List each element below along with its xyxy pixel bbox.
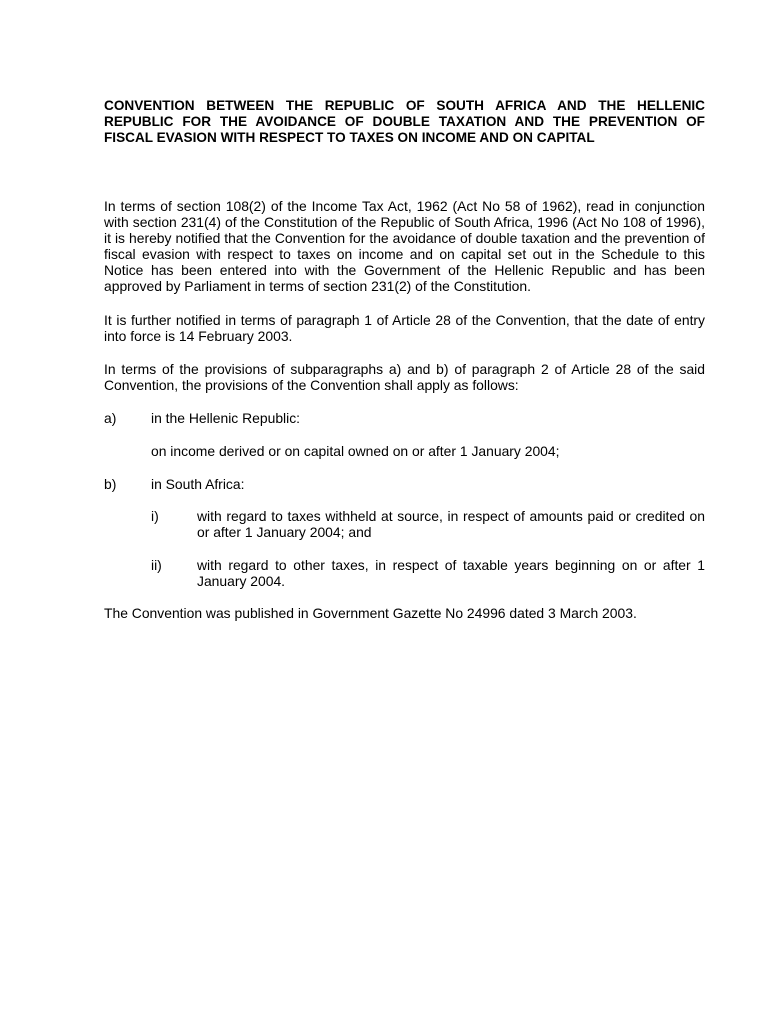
item-a-label: a) bbox=[104, 410, 117, 426]
item-b-sub-i-label: i) bbox=[151, 508, 159, 524]
paragraph-application: In terms of the provisions of subparagraphs a) and b) of paragraph 2 of Article 28 of the said Convention, the provisions of the Convention shall apply as follows: bbox=[104, 361, 705, 394]
item-b-sub-ii-text: with regard to other taxes, in respect of taxable years beginning on or after 1 January 2004. bbox=[197, 557, 705, 590]
item-b-sub-ii-label: ii) bbox=[151, 557, 162, 573]
paragraph-notice: In terms of section 108(2) of the Income Tax Act, 1962 (Act No 58 of 1962), read in conjunction with section 231(4) of the Constitution of the Republic of South Africa, 1996 (Act No 108 of 1996), it is hereby notified that the Convention for the avoidance of double taxation and the prevention of fiscal evasion with respect to taxes on income and on capital set out in the Schedule to this Notice has been entered into with the Government of the Hellenic Republic and has been approved by Parliament in terms of section 231(2) of the Constitution. bbox=[104, 198, 705, 295]
closing-statement: The Convention was published in Government Gazette No 24996 dated 3 March 2003. bbox=[104, 605, 637, 621]
paragraph-entry-into-force: It is further notified in terms of paragraph 1 of Article 28 of the Convention, that the date of entry into force is 14 February 2003. bbox=[104, 312, 705, 345]
document-title: CONVENTION BETWEEN THE REPUBLIC OF SOUTH AFRICA AND THE HELLENIC REPUBLIC FOR THE AVOIDANCE OF DOUBLE TAXATION AND THE PREVENTION OF FISCAL EVASION WITH RESPECT TO TAXES ON INCOME AND ON CAPITAL bbox=[104, 98, 705, 145]
item-b-label: b) bbox=[104, 476, 117, 492]
item-a-heading: in the Hellenic Republic: bbox=[151, 410, 301, 426]
item-b-heading: in South Africa: bbox=[151, 476, 245, 492]
item-a-text: on income derived or on capital owned on or after 1 January 2004; bbox=[151, 443, 560, 459]
item-b-sub-i-text: with regard to taxes withheld at source, in respect of amounts paid or credited on or after 1 January 2004; and bbox=[197, 508, 705, 541]
